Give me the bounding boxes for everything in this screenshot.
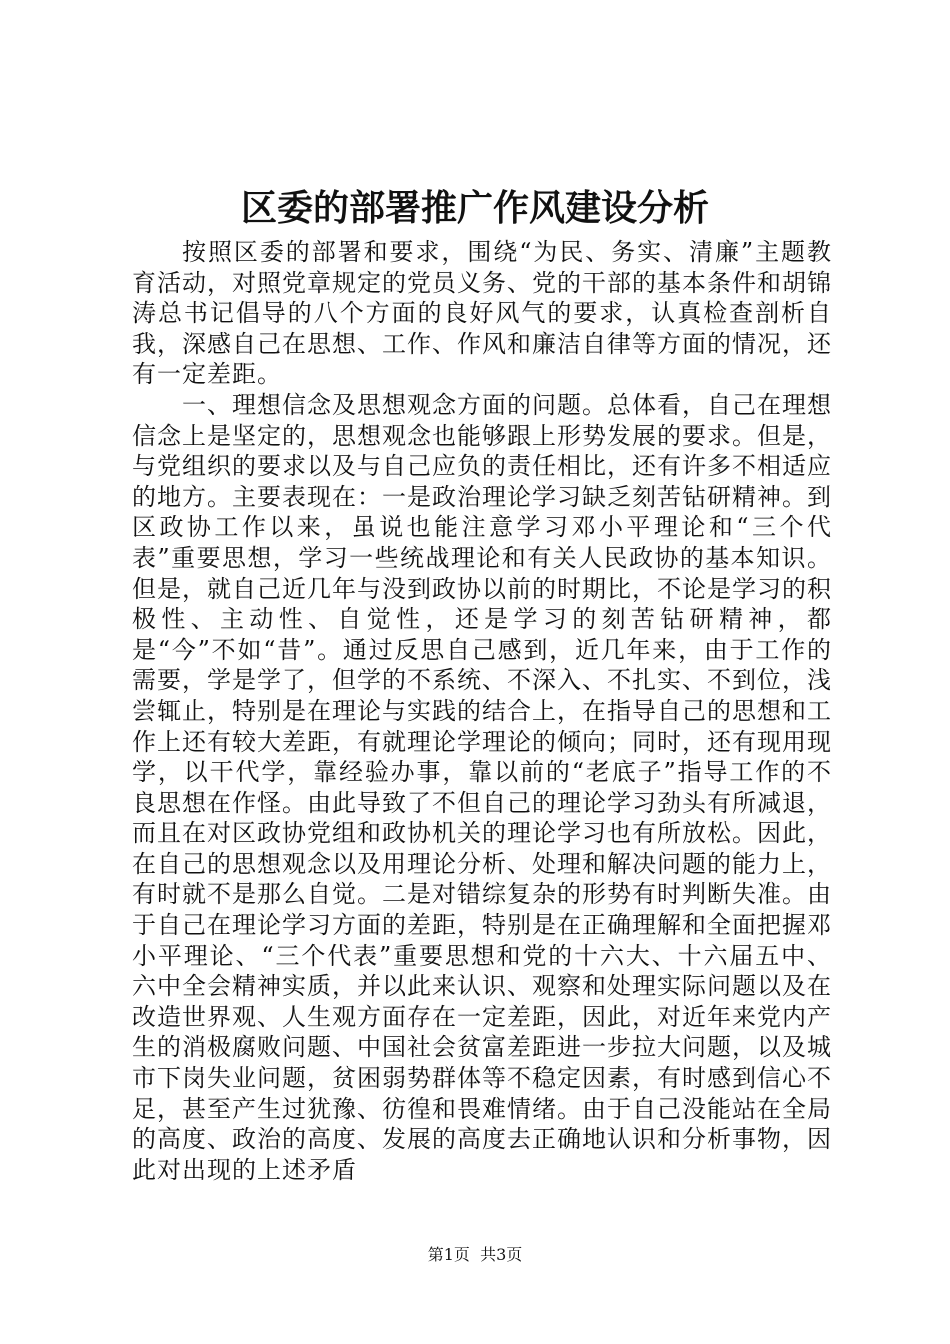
document-title: 区委的部署推广作风建设分析	[240, 187, 709, 229]
paragraph-intro: 按照区委的部署和要求，围绕“为民、务实、清廉”主题教育活动，对照党章规定的党员义务、党的干部的基本条件和胡锦涛总书记倡导的八个方面的良好风气的要求，认真检查剖析自我，深感自己在思想、工作、作风和廉洁自律等方面的情况，还有一定差距。	[132, 238, 832, 389]
page-footer	[0, 1243, 950, 1267]
document-body	[132, 237, 832, 1185]
page-number: 第1页	[427, 1245, 470, 1264]
page-total: 共3页	[480, 1245, 523, 1264]
footer-separator	[470, 1245, 480, 1264]
paragraph-section-one: 一、理想信念及思想观念方面的问题。总体看，自己在理想信念上是坚定的，思想观念也能够跟上形势发展的要求。但是，与党组织的要求以及与自己应负的责任相比，还有许多不相适应的地方。主要表现在：一是政治理论学习缺乏刻苦钻研精神。到区政协工作以来，虽说也能注意学习邓小平理论和“三个代表”重要思想，学习一些统战理论和有关人民政协的基本知识。但是，就自己近几年与没到政协以前的时期比，不论是学习的积极性、主动性、自觉性，还是学习的刻苦钻研精神，都是“今”不如“昔”。通过反思自己感到，近几年来，由于工作的需要，学是学了，但学的不系统、不深入、不扎实、不到位，浅尝辄止，特别是在理论与实践的结合上，在指导自己的思想和工作上还有较大差距，有就理论学理论的倾向；同时，还有现用现学，以干代学，靠经验办事，靠以前的“老底子”指导工作的不良思想在作怪。由此导致了不但自己的理论学习劲头有所减退，而且在对区政协党组和政协机关的理论学习也有所放松。因此，在自己的思想观念以及用理论分析、处理和解决问题的能力上，有时就不是那么自觉。二是对错综复杂的形势有时判断失准。由于自己在理论学习方面的差距，特别是在正确理解和全面把握邓小平理论、“三个代表”重要思想和党的十六大、十六届五中、六中全会精神实质，并以此来认识、观察和处理实际问题以及在改造世界观、人生观方面存在一定差距，因此，对近年来党内产生的消极腐败问题、中国社会贫富差距进一步拉大问题，以及城市下岗失业问题，贫困弱势群体等不稳定因素，有时感到信心不足，甚至产生过犹豫、彷徨和畏难情绪。由于自己没能站在全局的高度、政治的高度、发展的高度去正确地认识和分析事物，因此对出现的上述矛盾	[132, 390, 832, 1184]
